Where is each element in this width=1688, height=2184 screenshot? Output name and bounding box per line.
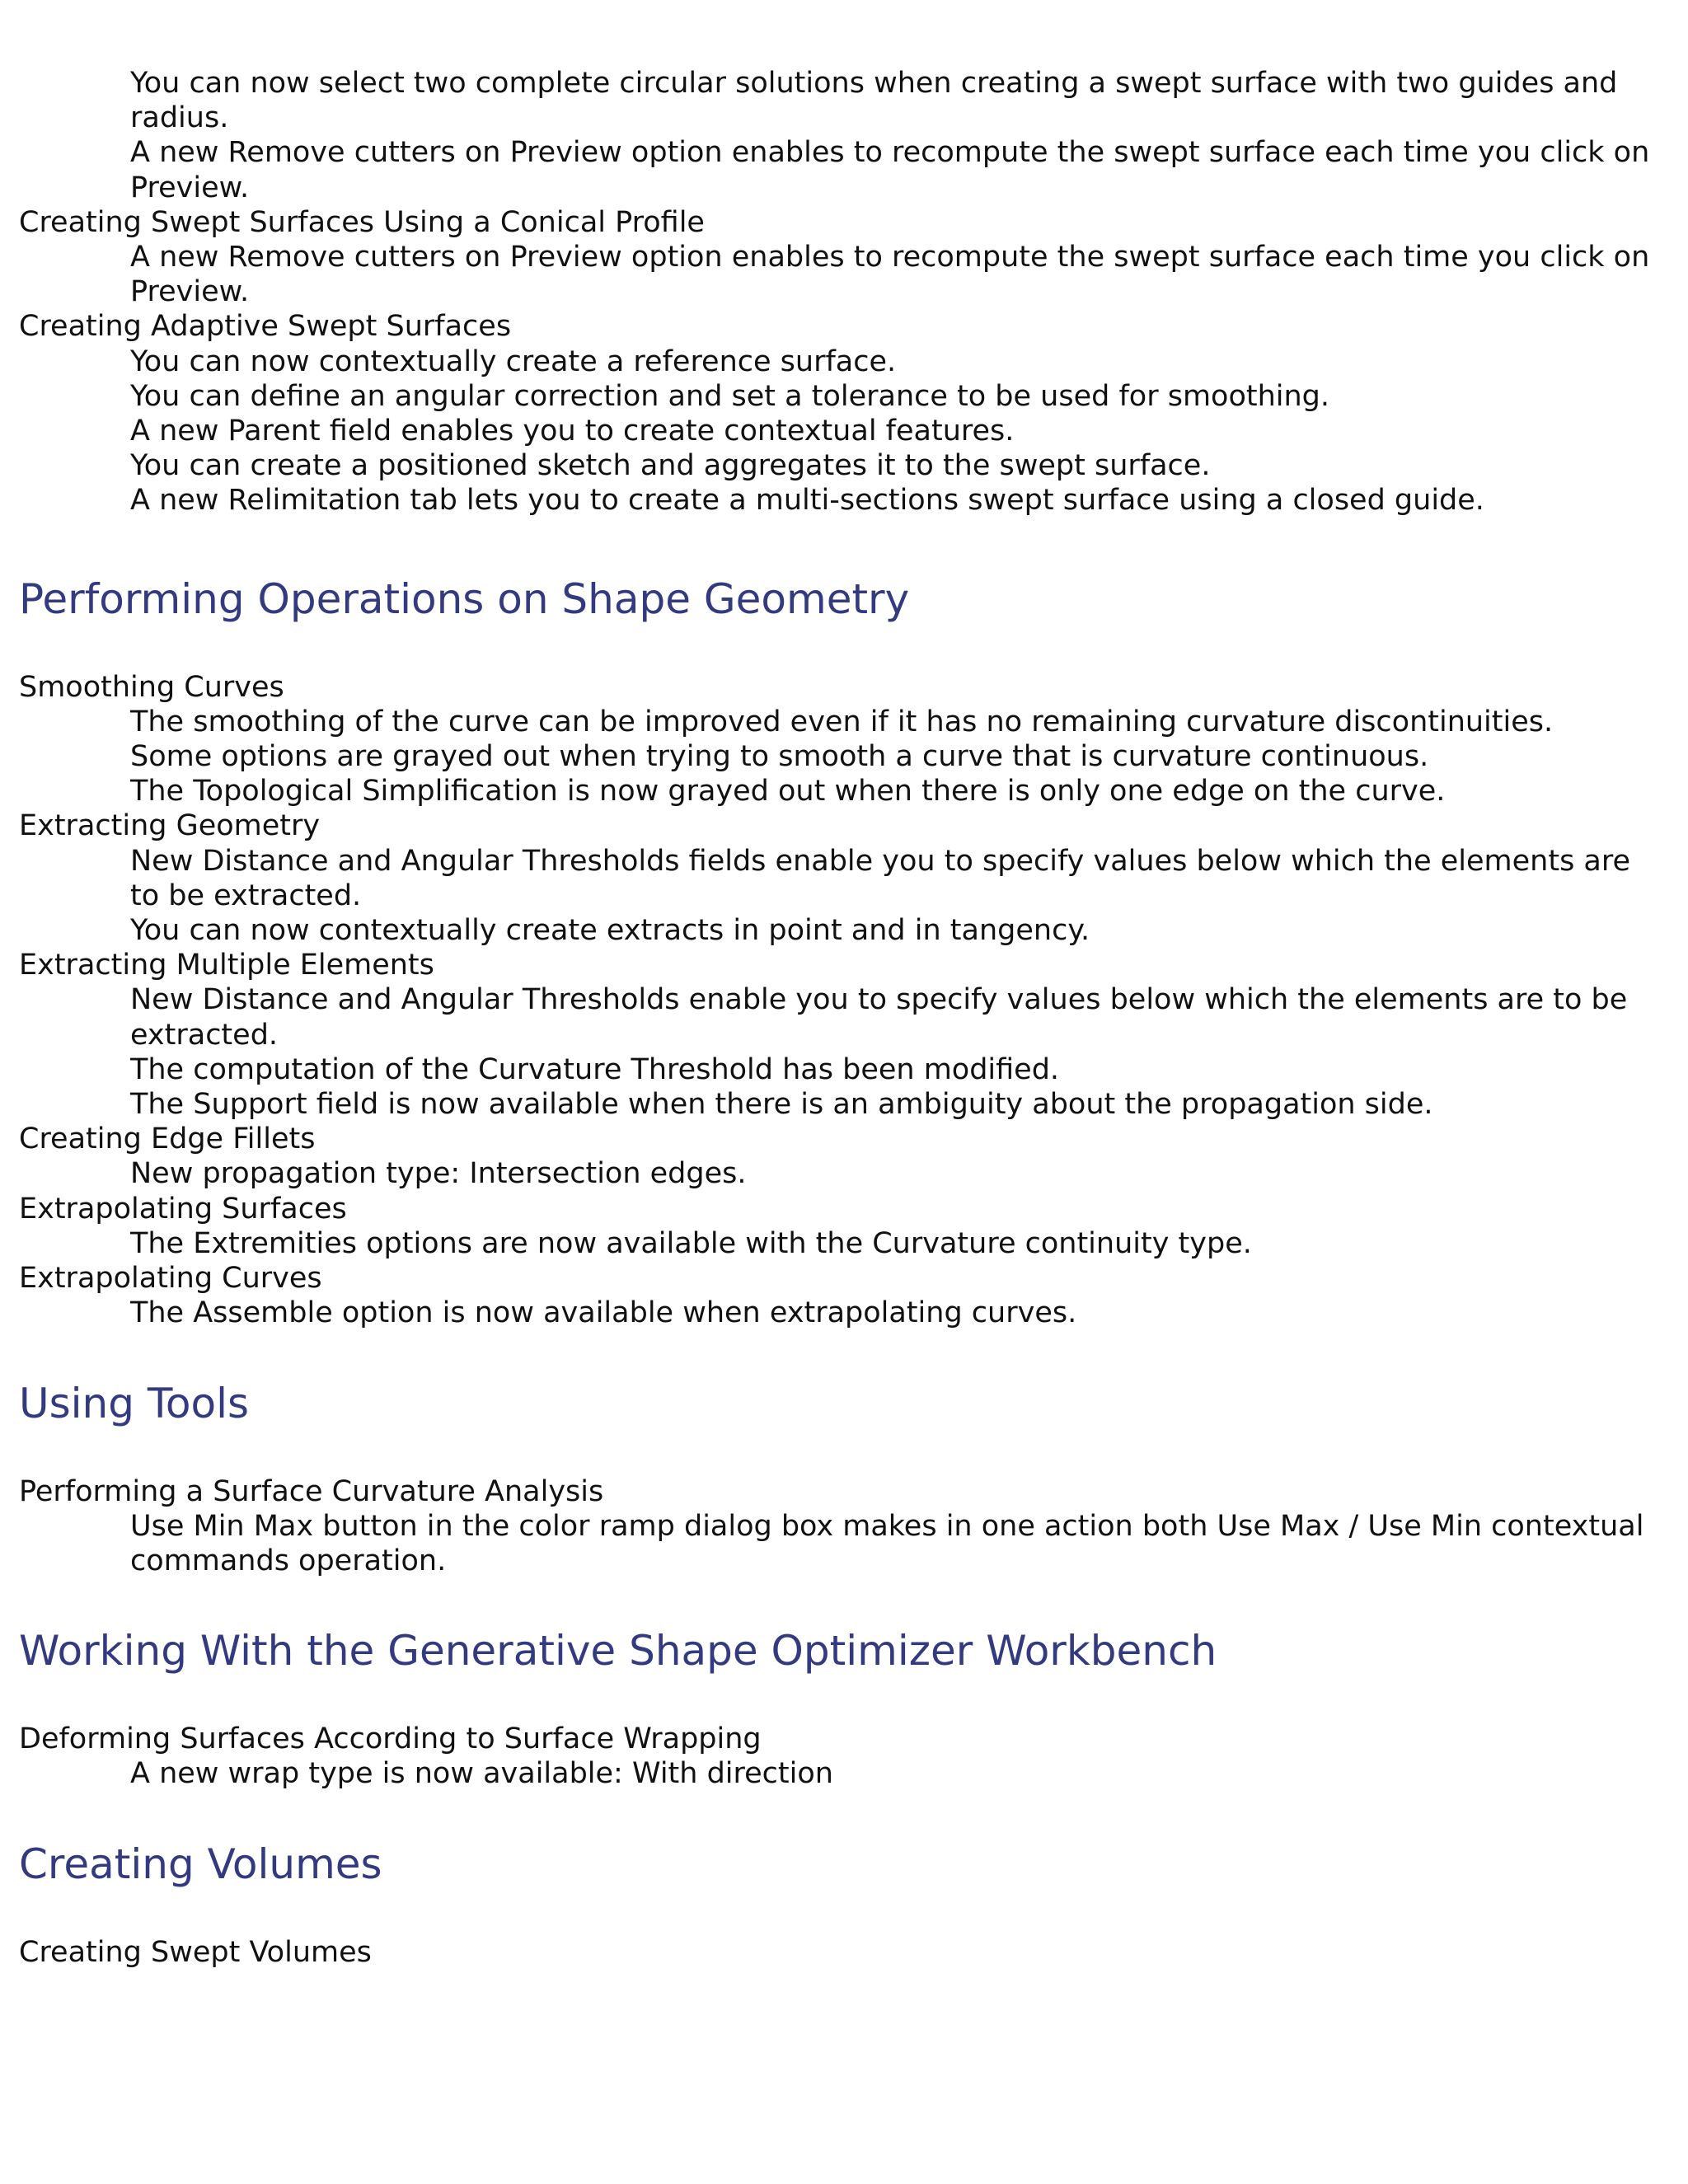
section-body — [19, 670, 1667, 1331]
feature-description: New Distance and Angular Thresholds fields enable you to specify values below which the elements are to be extracted. — [130, 844, 1631, 912]
feature-description: The computation of the Curvature Threshold has been modified. — [130, 1052, 1060, 1086]
feature-description: Use Min Max button in the color ramp dialog box makes in one action both Use Max / Use Min contextual commands operation. — [130, 1509, 1644, 1577]
section — [19, 1379, 1667, 1579]
intro-line: A new Remove cutters on Preview option enables to recompute the swept surface each time you click on Preview. — [130, 136, 1650, 204]
intro-block — [19, 66, 1667, 205]
section-heading: Working With the Generative Shape Optimizer Workbench — [19, 1627, 1217, 1675]
feature-item — [19, 1722, 1667, 1791]
section — [19, 574, 1667, 1331]
feature-description: The smoothing of the curve can be improved even if it has no remaining curvature discontinuities. — [130, 705, 1554, 738]
feature-description: A new Relimitation tab lets you to create a multi-sections swept surface using a closed guide. — [130, 484, 1484, 518]
feature-title: Creating Swept Surfaces Using a Conical Profile — [19, 205, 705, 239]
feature-item — [19, 309, 1667, 518]
feature-description: New propagation type: Intersection edges. — [130, 1157, 747, 1191]
feature-title: Extrapolating Surfaces — [19, 1192, 347, 1226]
feature-description: A new wrap type is now available: With direction — [130, 1757, 833, 1791]
section-body — [19, 1935, 1667, 1970]
feature-description: A new Parent field enables you to create contextual features. — [130, 415, 1015, 448]
section-heading: Performing Operations on Shape Geometry — [19, 574, 910, 623]
feature-title: Performing a Surface Curvature Analysis — [19, 1474, 604, 1508]
feature-description: You can define an angular correction and set a tolerance to be used for smoothing. — [130, 379, 1330, 413]
sections — [19, 574, 1667, 1970]
feature-item — [19, 1261, 1667, 1330]
feature-title: Smoothing Curves — [19, 670, 284, 704]
feature-title: Extracting Multiple Elements — [19, 949, 434, 982]
section-heading: Using Tools — [19, 1379, 250, 1427]
section-body — [19, 1722, 1667, 1791]
feature-description: The Assemble option is now available when extrapolating curves. — [130, 1296, 1077, 1330]
section — [19, 1626, 1667, 1791]
feature-item — [19, 670, 1667, 809]
feature-description: You can now contextually create extracts in point and in tangency. — [130, 914, 1090, 948]
feature-item — [19, 1474, 1667, 1579]
feature-description: The Extremities options are now available with the Curvature continuity type. — [130, 1226, 1252, 1260]
feature-description: The Topological Simplification is now grayed out when there is only one edge on the curve. — [130, 775, 1446, 808]
intro-line: You can now select two complete circular solutions when creating a swept surface with two guides and radius. — [130, 67, 1618, 135]
feature-title: Creating Edge Fillets — [19, 1122, 316, 1156]
section-heading: Creating Volumes — [19, 1840, 382, 1888]
feature-item — [19, 808, 1667, 948]
feature-description: New Distance and Angular Thresholds enable you to specify values below which the elements are to be extracted. — [130, 983, 1628, 1052]
feature-description: Some options are grayed out when trying to smooth a curve that is curvature continuous. — [130, 740, 1429, 774]
feature-item — [19, 205, 1667, 310]
feature-item — [19, 1192, 1667, 1261]
feature-title: Creating Adaptive Swept Surfaces — [19, 310, 512, 344]
feature-title: Deforming Surfaces According to Surface Wrapping — [19, 1722, 762, 1756]
feature-item — [19, 1122, 1667, 1191]
pre-section-items — [19, 205, 1667, 518]
feature-description: You can now contextually create a reference surface. — [130, 344, 897, 378]
feature-description: The Support field is now available when there is an ambiguity about the propagation side. — [130, 1088, 1433, 1122]
section — [19, 1840, 1667, 1970]
feature-title: Creating Swept Volumes — [19, 1935, 372, 1969]
feature-title: Extracting Geometry — [19, 809, 321, 843]
feature-description: You can create a positioned sketch and aggregates it to the swept surface. — [130, 449, 1211, 483]
feature-item — [19, 1935, 1667, 1970]
feature-item — [19, 948, 1667, 1122]
document-content — [19, 66, 1667, 1970]
feature-title: Extrapolating Curves — [19, 1262, 322, 1296]
section-body — [19, 1474, 1667, 1579]
feature-description: A new Remove cutters on Preview option enables to recompute the swept surface each time you click on Preview. — [130, 241, 1650, 309]
